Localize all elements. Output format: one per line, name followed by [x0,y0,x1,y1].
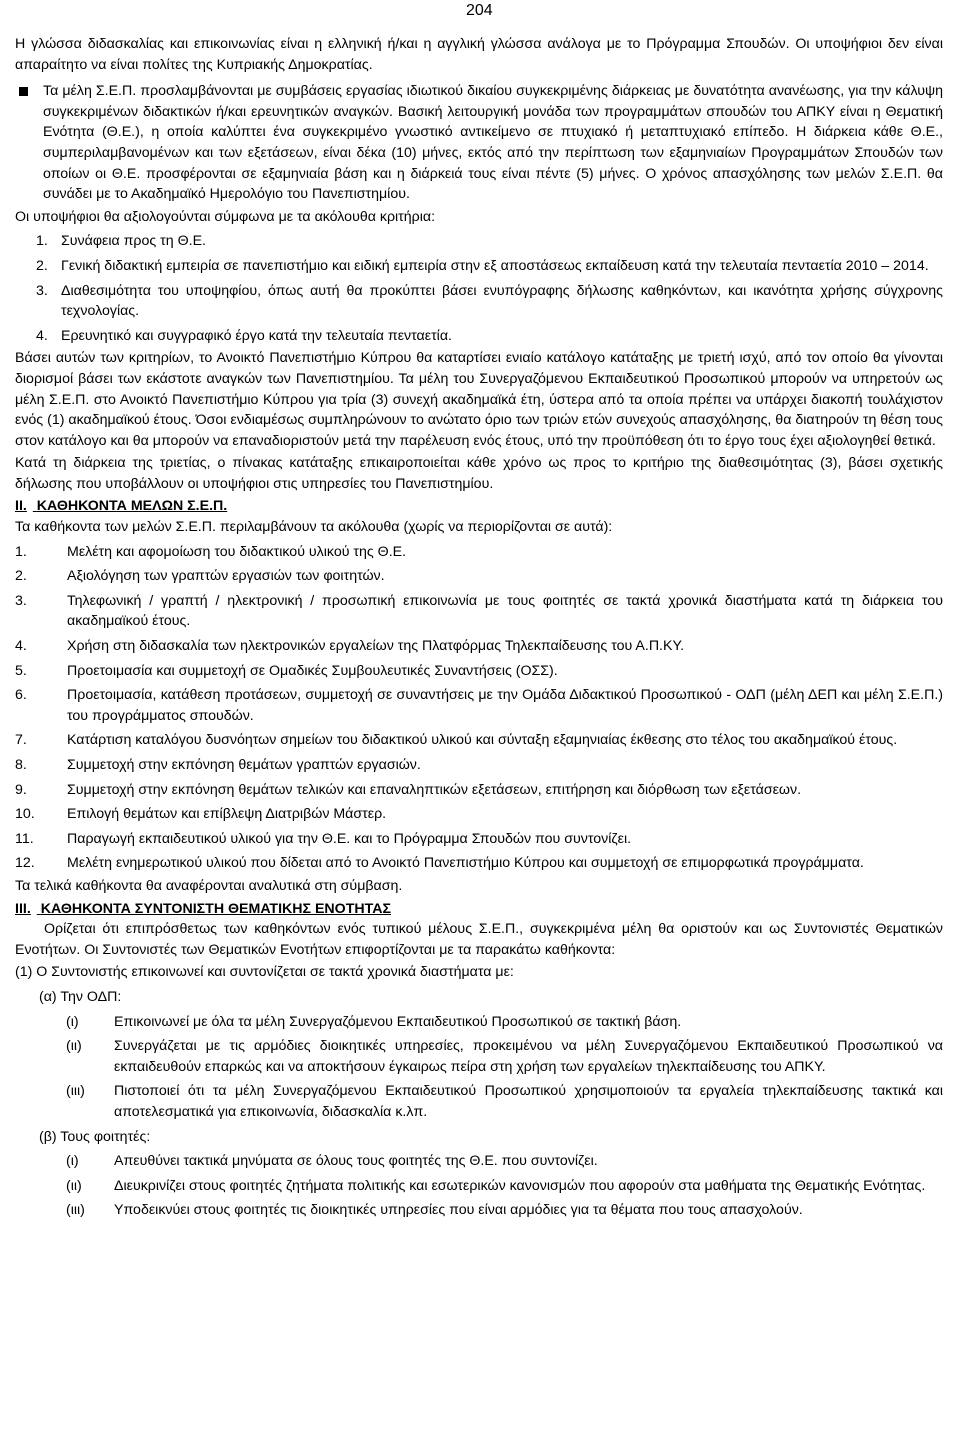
group-item [15,1176,943,1197]
duty-text: Τηλεφωνική / γραπτή / ηλεκτρονική / προσωπική επικοινωνία με τους φοιτητές σε τακτά χρονικά διαστήματα κατά τη διάρκεια του ακαδημαϊκού έτους. [67,592,943,630]
coordinator-group [15,987,943,1123]
duties-list [15,542,943,874]
bullet-item [15,81,943,205]
catalog-paragraph: Βάσει αυτών των κριτηρίων, το Ανοικτό Πανεπιστήμιο Κύπρου θα καταρτίσει ενιαίο κατάλογο κατάταξης με τριετή ισχύ, από τον οποίο θα γίνονται διορισμοί βάσει των εκάστοτε αναγκών των Πανεπιστημίου. Τα μέλη του Συνεργαζόμενου Εκπαιδευτικού Προσωπικού μπορούν να υπηρετούν ως μέλη Σ.Ε.Π. στο Ανοικτό Πανεπιστήμιο Κύπρου για τρία (3) συνεχή ακαδημαϊκά έτη, ύστερα από τα οποία πρέπει να υπάρχει διακοπή τουλάχιστον ενός (1) ακαδημαϊκού έτους. Όσοι ενδιαμέσως συμπληρώνουν το ανώτατο όριο των τριών ετών συνεχούς απασχόλησης, θα διατηρούν τη θέση τους στον κατάλογο και θα μπορούν να επαναδιοριστούν μετά την παρέλευση ενός έτους, υπό την προϋπόθεση ότι το έργο τους έχει αξιολογηθεί θετικά. [15,350,943,449]
duty-item [15,829,943,850]
duty-number: 10. [15,806,35,823]
duty-item [15,685,943,726]
bullet-paragraph: Τα μέλη Σ.Ε.Π. προσλαμβάνονται με συμβάσεις εργασίας ιδιωτικού δικαίου συγκεκριμένης διάρκειας με δυνατότητα ανανέωσης, για την κάλυψη συγκεκριμένων διδακτικών ή/και ερευνητικών αναγκών. Βασική λειτουργική μονάδα των προγραμμάτων σπουδών του ΑΠΚΥ είναι η Θεματική Ενότητα (Θ.Ε.), η οποία καλύπτει ένα συγκεκριμένο γνωστικό αντικείμενο σε πτυχιακό ή μεταπτυχιακό επίπεδο. Η διάρκεια κάθε Θ.Ε., συμπεριλαμβανομένων και των εξετάσεων, είναι δέκα (10) μήνες, εκτός από την περίπτωση των εξαμηνιαίων Προγραμμάτων Σπουδών των οποίων οι Θ.Ε. προσφέρονται σε εξαμηνιαία βάση και η διάρκειά τους είναι πέντε (5) μήνες. Ο χρόνος απασχόλησης των μελών Σ.Ε.Π. θα συνάδει με το Ακαδημαϊκό Ημερολόγιο του Πανεπιστημίου. [43,83,943,203]
duty-number: 1. [15,543,27,560]
roman-text: Επικοινωνεί με όλα τα μέλη Συνεργαζόμενου Εκπαιδευτικού Προσωπικού σε τακτική βάση. [114,1013,682,1030]
duty-item [15,780,943,801]
duty-item [15,566,943,587]
duty-text: Προετοιμασία και συμμετοχή σε Ομαδικές Συμβουλευτικές Συναντήσεις (ΟΣΣ). [67,662,558,679]
section-2-heading [15,496,943,517]
roman-text: Απευθύνει τακτικά μηνύματα σε όλους τους φοιτητές της Θ.Ε. που συντονίζει. [114,1153,598,1170]
criteria-number: 3. [36,282,48,299]
duty-number: 8. [15,757,27,773]
roman-text: Συνεργάζεται με τις αρμόδιες διοικητικές υπηρεσίες, προκειμένου να μέλη Συνεργαζόμενου Εκπαιδευτικού Προσωπικού να εκπαιδευθούν επαρκώς και να αποκτήσουν έγκαιρως πείρα στη χρήση των εργαλείων τηλεκπαίδευσης του ΑΠΚΥ. [114,1038,943,1075]
duty-number: 5. [15,662,27,679]
roman-text: Πιστοποιεί ότι τα μέλη Συνεργαζόμενου Εκπαιδευτικού Προσωπικού χρησιμοποιούν τα εργαλεία τηλεκπαίδευσης τακτικά και αποτελεσματικά για επικοινωνία, διδασκαλία κ.λπ. [114,1083,943,1120]
roman-text: Διευκρινίζει στους φοιτητές ζητήματα πολιτικής και εσωτερικών κανονισμών που αφορούν στα μαθήματα της Θεματικής Ενότητας. [114,1177,926,1194]
group-title: (α) Την ΟΔΠ: [39,988,122,1005]
roman-number: (ι) [66,1153,79,1170]
duty-text: Αξιολόγηση των γραπτών εργασιών των φοιτητών. [67,568,385,585]
section-2-number: ΙΙ. [15,498,27,515]
roman-text: Υποδεικνύει στους φοιτητές τις διοικητικές υπηρεσίες που είναι αρμόδιες για τα θέματα που τους απασχολούν. [114,1202,803,1219]
group-item [15,1012,943,1033]
duty-number: 3. [15,592,27,609]
criteria-text: Ερευνητικό και συγγραφικό έργο κατά την τελευταία πενταετία. [61,327,452,344]
duty-text: Χρήση στη διδασκαλία των ηλεκτρονικών εργαλείων της Πλατφόρμας Τηλεκπαίδευσης του Α.Π.ΚΥ. [67,638,685,655]
group-item [15,1151,943,1172]
section-3-number: ΙΙΙ. [15,900,31,917]
duty-item [15,636,943,657]
roman-number: (ιιι) [66,1083,85,1100]
group-item [15,1200,943,1221]
duty-text: Συμμετοχή στην εκπόνηση θεμάτων γραπτών εργασιών. [67,757,421,773]
duty-text: Επιλογή θεμάτων και επίβλεψη Διατριβών Μάστερ. [67,806,387,823]
section-3-heading [15,899,943,920]
duty-item [15,730,943,751]
criteria-item [15,231,943,252]
criteria-text: Διαθεσιμότητα του υποψηφίου, όπως αυτή θα προκύπτει βάσει ενυπόγραφης δήλωσης καθηκόντων, και ικανότητα χρήσης σύγχρονης τεχνολογίας. [61,282,943,320]
coordinator-groups [15,987,943,1221]
duty-item [15,542,943,563]
roman-number: (ιι) [66,1038,82,1055]
roman-number: (ι) [66,1013,79,1030]
section-2-intro: Τα καθήκοντα των μελών Σ.Ε.Π. περιλαμβάνουν τα ακόλουθα (χωρίς να περιορίζονται σε αυτά): [15,519,613,536]
criteria-number: 4. [36,327,48,344]
roman-number: (ιιι) [66,1202,85,1219]
duty-number: 2. [15,568,27,585]
duty-item [15,661,943,682]
criteria-item [15,326,943,347]
duty-item [15,591,943,632]
criteria-number: 2. [36,257,48,274]
section-2-title: ΚΑΘΗΚΟΝΤΑ ΜΕΛΩΝ Σ.Ε.Π. [36,498,228,515]
duty-item [15,755,943,776]
group-item [15,1036,943,1077]
criteria-list [15,231,943,346]
duty-number: 6. [15,687,27,704]
duty-text: Προετοιμασία, κατάθεση προτάσεων, συμμετοχή σε συναντήσεις με την Ομάδα Διδακτικού Προσωπικού - ΟΔΠ (μέλη ΔΕΠ και μέλη Σ.Ε.Π.) του προγράμματος σπουδών. [67,687,943,724]
duty-number: 4. [15,638,27,655]
section-3-title: ΚΑΘΗΚΟΝΤΑ ΣΥΝΤΟΝΙΣΤΗ ΘΕΜΑΤΙΚΗΣ ΕΝΟΤΗΤΑΣ [40,900,391,917]
coordinator-group [15,1127,943,1221]
duty-item [15,804,943,825]
square-bullet-icon [19,87,28,96]
intro-paragraph: Η γλώσσα διδασκαλίας και επικοινωνίας είναι η ελληνική ή/και η αγγλική γλώσσα ανάλογα με το Πρόγραμμα Σπουδών. Οι υποψήφιοι δεν είναι απαραίτητο να είναι πολίτες της Κυπριακής Δημοκρατίας. [15,36,943,73]
duty-text: Συμμετοχή στην εκπόνηση θεμάτων τελικών και επαναληπτικών εξετάσεων, επιτήρηση και διόρθωση των εξετάσεων. [67,781,802,798]
group-title: (β) Τους φοιτητές: [39,1128,151,1145]
duty-text: Κατάρτιση καταλόγου δυσνόητων σημείων του διδακτικού υλικού και σύνταξη εξαμηνιαίας έκθεσης στο τέλος του ακαδημαϊκού έτους. [67,732,898,749]
duty-item [15,853,943,874]
criteria-number: 1. [36,233,48,250]
duty-number: 9. [15,781,27,798]
page-number: 204 [466,2,493,19]
duty-number: 7. [15,732,27,749]
duty-text: Μελέτη ενημερωτικού υλικού που δίδεται από το Ανοικτό Πανεπιστήμιο Κύπρου και συμμετοχή σε επιμορφωτικά προγράμματα. [67,855,864,872]
triennium-paragraph: Κατά τη διάρκεια της τριετίας, ο πίνακας κατάταξης επικαιροποιείται κάθε χρόνο ως προς το κριτήριο της διαθεσιμότητας (3), βάσει σχετικής δήλωσης που υποβάλλουν οι υποψήφιοι στις υπηρεσίες του Πανεπιστημίου. [15,455,943,492]
duty-number: 12. [15,855,35,872]
group-item [15,1081,943,1122]
duty-text: Μελέτη και αφομοίωση του διδακτικού υλικού της Θ.Ε. [67,543,407,560]
duty-text: Παραγωγή εκπαιδευτικού υλικού για την Θ.Ε. και το Πρόγραμμα Σπουδών που συντονίζει. [67,830,632,847]
criteria-text: Γενική διδακτική εμπειρία σε πανεπιστήμιο και ειδική εμπειρία στην εξ αποστάσεως εκπαίδευση κατά την τελευταία πενταετία 2010 – 2014. [61,257,929,274]
duty-number: 11. [15,830,34,847]
document-body [15,34,943,1221]
section-3-point-1: (1) Ο Συντονιστής επικοινωνεί και συντονίζεται σε τακτά χρονικά διαστήματα με: [15,964,514,981]
roman-number: (ιι) [66,1177,82,1194]
criteria-item [15,281,943,322]
criteria-text: Συνάφεια προς τη Θ.Ε. [61,233,206,250]
criteria-intro: Οι υποψήφιοι θα αξιολογούνται σύμφωνα με τα ακόλουθα κριτήρια: [15,208,436,225]
section-2-outro: Τα τελικά καθήκοντα θα αναφέρονται αναλυτικά στη σύμβαση. [15,877,403,894]
section-3-intro: Ορίζεται ότι επιπρόσθετως των καθηκόντων ενός τυπικού μέλους Σ.Ε.Π., συγκεκριμένα μέλη θα οριστούν και ως Συντονιστές Θεματικών Ενοτήτων. Οι Συντονιστές των Θεματικών Ενοτήτων επιφορτίζονται με τα παρακάτω καθήκοντα: [15,921,943,958]
criteria-item [15,256,943,277]
